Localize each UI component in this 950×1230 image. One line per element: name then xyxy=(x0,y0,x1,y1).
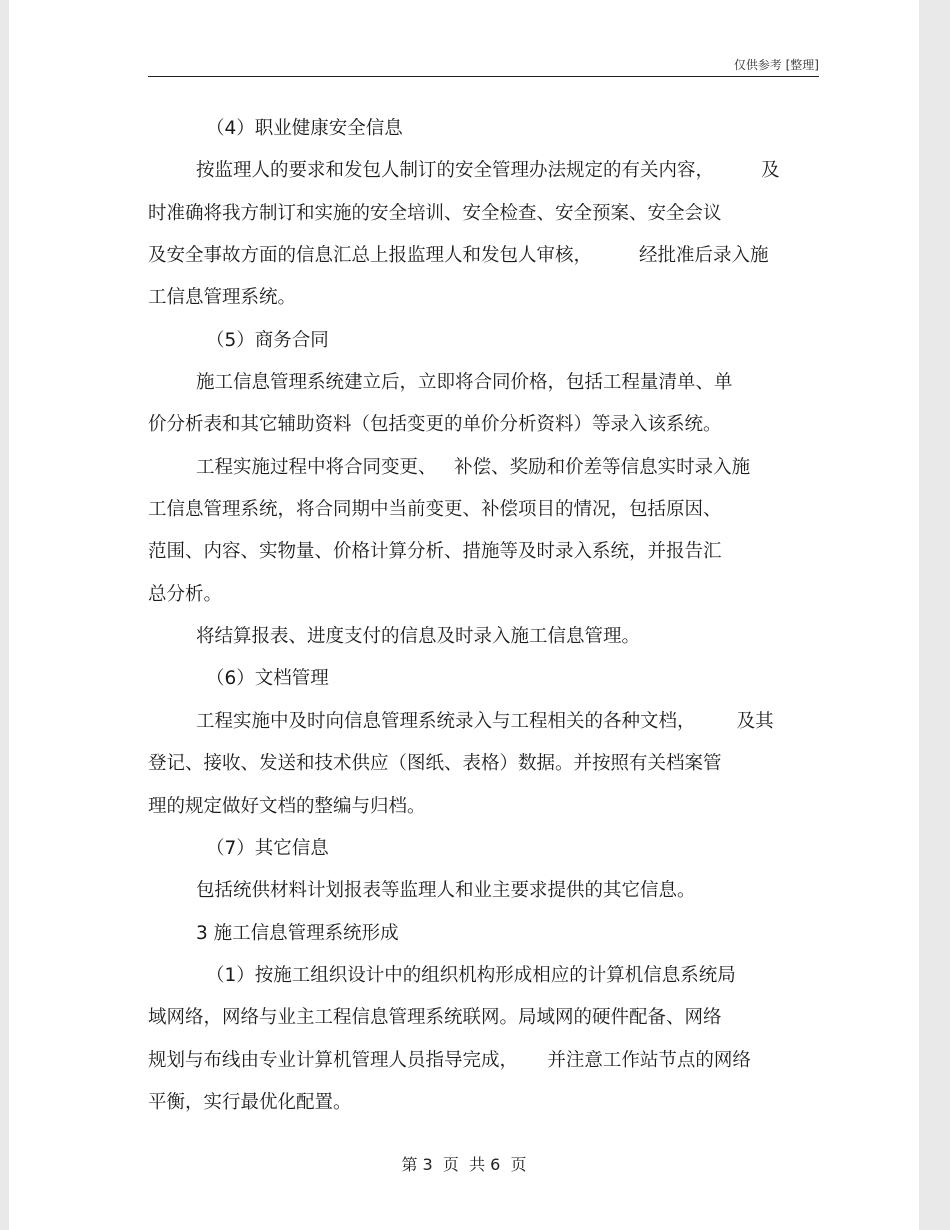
text-line: 范围、内容、实物量、价格计算分析、措施等及时录入系统，并报告汇 xyxy=(148,541,722,563)
text-line: 价分析表和其它辅助资料（包括变更的单价分析资料）等录入该系统。 xyxy=(148,414,722,436)
text-line: 总分析。 xyxy=(148,583,223,605)
text-line: 域网络，网络与业主工程信息管理系统联网。局域网的硬件配备、网络 xyxy=(148,1007,722,1029)
text-line: （5）商务合同 xyxy=(206,329,329,351)
text-line: 及安全事故方面的信息汇总上报监理人和发包人审核， 经批准后录入施 xyxy=(148,245,769,267)
header-label: 仅供参考 [整理] xyxy=(733,58,819,72)
text-line: 工程实施过程中将合同变更、 补偿、奖励和价差等信息实时录入施 xyxy=(196,456,751,478)
text-line: 时准确将我方制订和实施的安全培训、安全检查、安全预案、安全会议 xyxy=(148,202,722,224)
document-page xyxy=(9,0,919,1230)
text-line: 将结算报表、进度支付的信息及时录入施工信息管理。 xyxy=(196,626,641,648)
text-line: 工信息管理系统。 xyxy=(148,287,297,309)
text-line: （1）按施工组织设计中的组织机构形成相应的计算机信息系统局 xyxy=(206,964,736,986)
text-line: 工程实施中及时向信息管理系统录入与工程相关的各种文档， 及其 xyxy=(196,710,774,732)
text-line: （6）文档管理 xyxy=(206,668,329,690)
page-header xyxy=(148,54,819,77)
text-line: 按监理人的要求和发包人制订的安全管理办法规定的有关内容， 及 xyxy=(196,160,780,182)
page-footer: 第 3 页 共 6 页 xyxy=(401,1155,527,1174)
text-line: 3 施工信息管理系统形成 xyxy=(196,922,399,944)
text-line: 平衡，实行最优化配置。 xyxy=(148,1091,352,1113)
text-line: 登记、接收、发送和技术供应（图纸、表格）数据。并按照有关档案管 xyxy=(148,753,722,775)
body-text xyxy=(148,108,820,1124)
text-line: 理的规定做好文档的整编与归档。 xyxy=(148,795,426,817)
text-line: 工信息管理系统，将合同期中当前变更、补偿项目的情况，包括原因、 xyxy=(148,499,722,521)
text-line: （7）其它信息 xyxy=(206,837,329,859)
text-line: 施工信息管理系统建立后，立即将合同价格，包括工程量清单、单 xyxy=(196,372,733,394)
text-line: 包括统供材料计划报表等监理人和业主要求提供的其它信息。 xyxy=(196,880,696,902)
text-line: （4）职业健康安全信息 xyxy=(206,118,403,139)
text-line: 规划与布线由专业计算机管理人员指导完成， 并注意工作站节点的网络 xyxy=(148,1049,751,1071)
